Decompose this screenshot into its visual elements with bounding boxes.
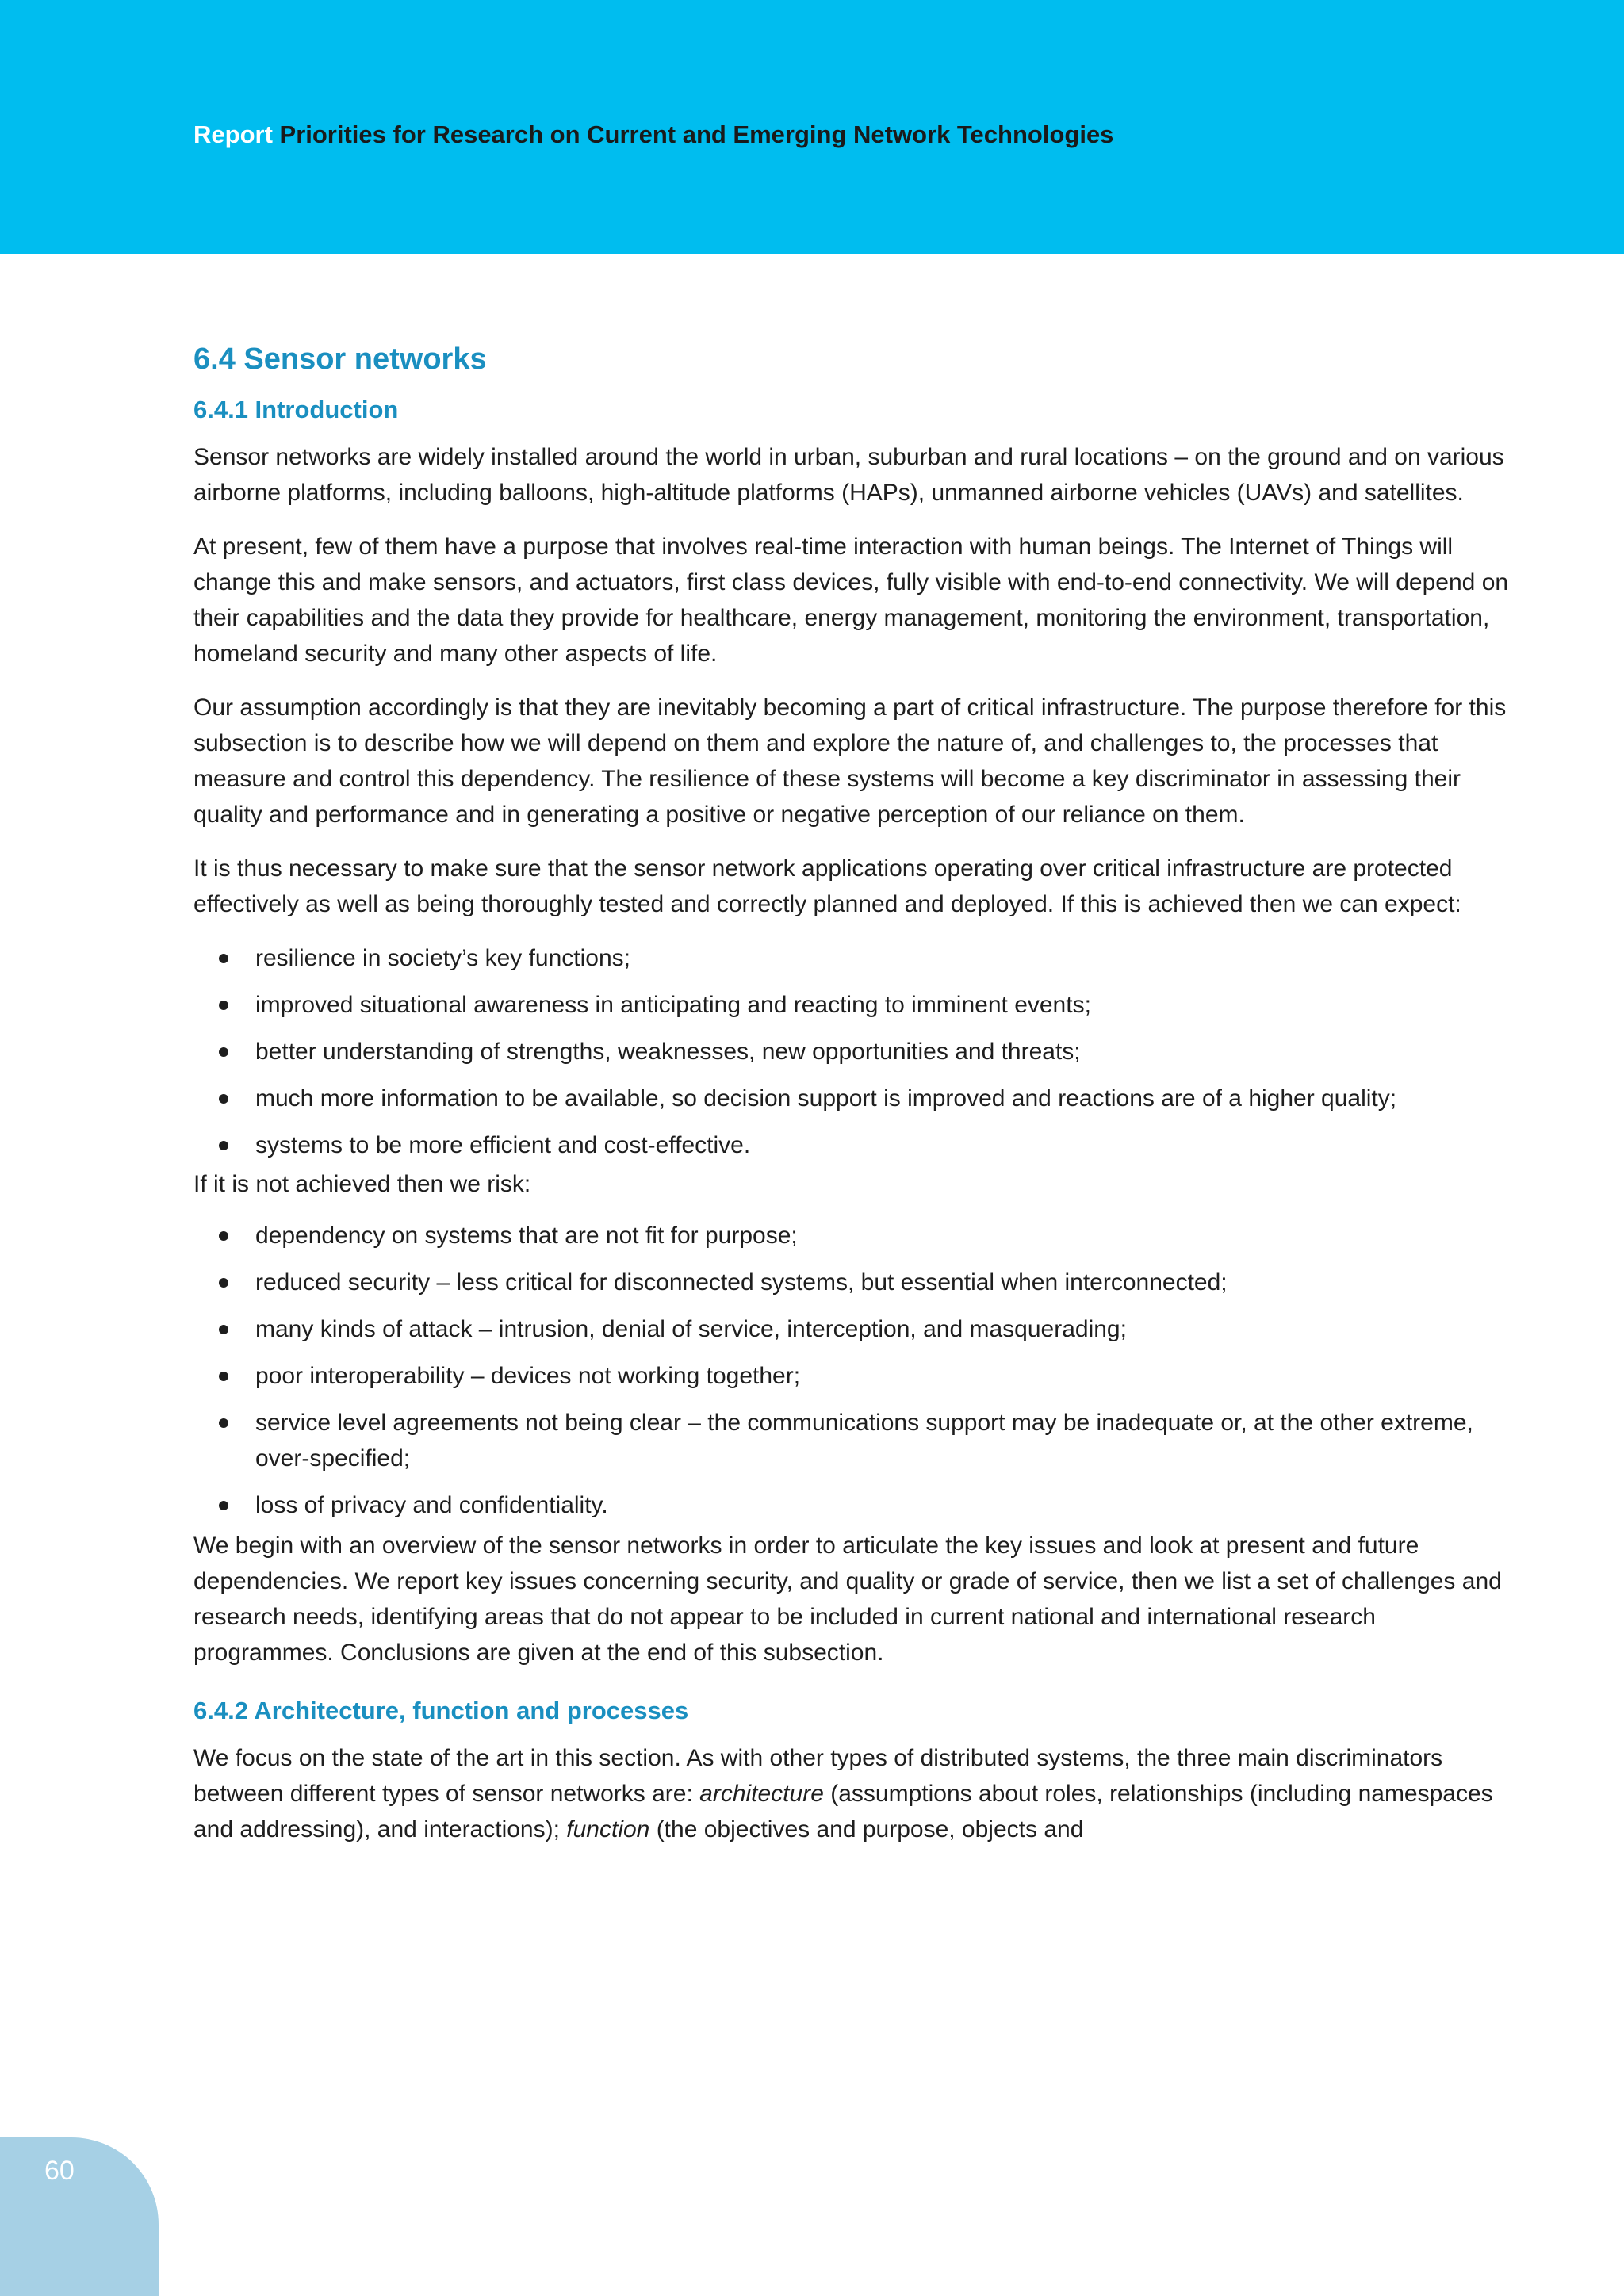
list-item-text: dependency on systems that are not fit for purpose;	[255, 1223, 798, 1249]
bullet-icon	[219, 1418, 228, 1428]
list-item-text: resilience in society’s key functions;	[255, 945, 630, 971]
list-item-text: systems to be more efficient and cost-effective.	[255, 1132, 751, 1158]
emphasis-term: function	[566, 1816, 650, 1843]
header-report-label: Report	[193, 121, 273, 148]
header-report-title: Priorities for Research on Current and Emerging Network Technologies	[279, 121, 1114, 148]
bullet-icon	[219, 954, 228, 963]
overview-paragraph: We begin with an overview of the sensor networks in order to articulate the key issues and look at present and future dependencies. We report key issues concerning security, and quality or grade of service, then we list a set of challenges and research needs, identifying areas that do not appear to be included in current national and international research programmes. Conclusions are given at the end of this subsection.	[193, 1533, 1502, 1666]
bullet-icon	[219, 1047, 228, 1057]
bullet-icon	[219, 1501, 228, 1510]
list-item	[193, 987, 1510, 1023]
paragraph-text: (assumptions about roles, relationships (including namespaces and addressing), and interactions);	[193, 1781, 1493, 1843]
list-item	[193, 940, 1510, 976]
risks-list	[193, 1218, 1510, 1523]
list-item	[193, 1487, 1510, 1523]
expected-benefits-list	[193, 940, 1510, 1163]
bullet-icon	[219, 1231, 228, 1241]
subsection-heading-introduction: 6.4.1 Introduction	[193, 396, 399, 423]
page-number-tab	[0, 2137, 159, 2296]
risk-intro: If it is not achieved then we risk:	[193, 1171, 531, 1197]
page-number: 60	[44, 2156, 75, 2186]
paragraph-text: (the objectives and purpose, objects and	[649, 1816, 1084, 1843]
list-item-text: reduced security – less critical for disconnected systems, but essential when interconnected;	[255, 1269, 1228, 1295]
list-item	[193, 1311, 1510, 1347]
list-item-text: improved situational awareness in anticipating and reacting to imminent events;	[255, 992, 1091, 1018]
list-item	[193, 1358, 1510, 1394]
running-header	[193, 119, 1113, 151]
paragraph-text: We focus on the state of the art in this section. As with other types of distributed systems, the three main discriminators between different types of sensor networks are:	[193, 1745, 1443, 1807]
list-item	[193, 1081, 1510, 1116]
list-item	[193, 1034, 1510, 1070]
list-item	[193, 1405, 1510, 1476]
list-item-text: many kinds of attack – intrusion, denial of service, interception, and masquerading;	[255, 1316, 1127, 1342]
emphasis-term: architecture	[699, 1781, 824, 1807]
bullet-icon	[219, 1372, 228, 1381]
subsection-heading-architecture: 6.4.2 Architecture, function and processes	[193, 1697, 689, 1724]
body-paragraph: Sensor networks are widely installed around the world in urban, suburban and rural locations – on the ground and on various airborne platforms, including balloons, high-altitude platforms (HAPs), unmanned airborne vehicles (UAVs) and satellites.	[193, 444, 1504, 506]
bullet-icon	[219, 1094, 228, 1104]
bullet-icon	[219, 1001, 228, 1010]
body-paragraph: It is thus necessary to make sure that the sensor network applications operating over critical infrastructure are protected effectively as well as being thoroughly tested and correctly planned and deployed. If this is achieved then we can expect:	[193, 855, 1461, 917]
bullet-icon	[219, 1278, 228, 1288]
body-paragraph: Our assumption accordingly is that they are inevitably becoming a part of critical infrastructure. The purpose therefore for this subsection is to describe how we will depend on them and explore the nature of, and challenges to, the processes that measure and control this dependency. The resilience of these systems will become a key discriminator in assessing their quality and performance and in generating a positive or negative perception of our reliance on them.	[193, 695, 1507, 828]
list-item	[193, 1218, 1510, 1253]
body-paragraph: At present, few of them have a purpose that involves real-time interaction with human beings. The Internet of Things will change this and make sensors, and actuators, first class devices, fully visible with end-to-end connectivity. We will depend on their capabilities and the data they provide for healthcare, energy management, monitoring the environment, transportation, homeland security and many other aspects of life.	[193, 534, 1509, 667]
bullet-icon	[219, 1325, 228, 1334]
list-item-text: poor interoperability – devices not working together;	[255, 1363, 801, 1389]
list-item-text: much more information to be available, so decision support is improved and reactions are of a higher quality;	[255, 1085, 1397, 1112]
list-item	[193, 1127, 1510, 1163]
list-item-text: loss of privacy and confidentiality.	[255, 1492, 608, 1518]
list-item	[193, 1265, 1510, 1300]
bullet-icon	[219, 1141, 228, 1150]
architecture-paragraph	[193, 1740, 1510, 1847]
section-heading: 6.4 Sensor networks	[193, 342, 487, 376]
list-item-text: service level agreements not being clear – the communications support may be inadequate or, at the other extreme, over-specified;	[255, 1410, 1473, 1471]
page-content	[193, 339, 1510, 1866]
list-item-text: better understanding of strengths, weaknesses, new opportunities and threats;	[255, 1039, 1081, 1065]
